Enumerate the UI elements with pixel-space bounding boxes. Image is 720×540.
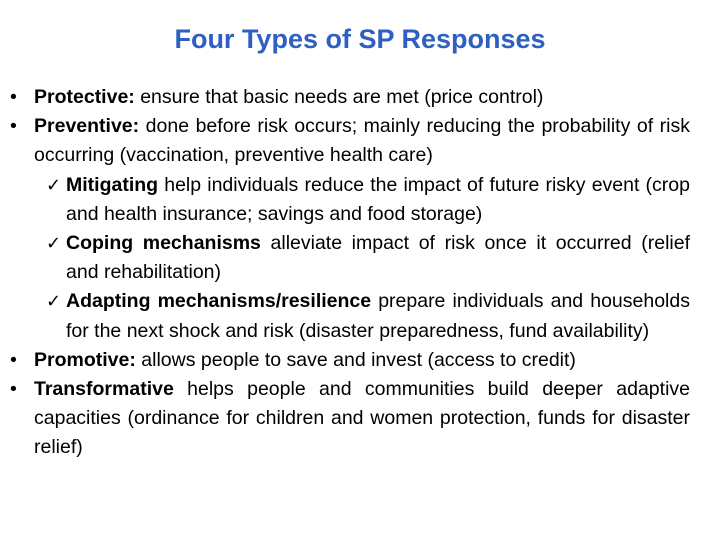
- bullet-text: done before risk occurs; mainly reducing the probability of risk occurring (vaccination, preventive health care): [34, 115, 690, 167]
- bullet-item-transformative: [10, 375, 690, 463]
- sub-item-mitigating: [10, 171, 690, 229]
- bullet-separator: :: [128, 86, 135, 108]
- bullet-separator: :: [132, 115, 140, 138]
- bullet-text: helps people and communities build deeper adaptive capacities (ordinance for children and women protection, funds for disaster relief): [34, 378, 690, 459]
- sub-item-label: Coping mechanisms: [66, 232, 261, 255]
- bullet-item-protective: [10, 83, 690, 112]
- sub-item-text: prepare individuals and households for the next shock and risk (disaster preparedness, fund availability): [66, 290, 690, 342]
- sub-item-label: Adapting mechanisms/resilience: [66, 290, 372, 313]
- sub-item-coping: [10, 229, 690, 287]
- bullet-text: allows people to save and invest (access to credit): [135, 348, 576, 371]
- bullet-separator: :: [129, 348, 136, 371]
- bullet-text: ensure that basic needs are met (price control): [134, 86, 544, 108]
- checkmark-icon: ✓: [46, 233, 62, 254]
- sub-item-adapting: [10, 287, 690, 345]
- slide-title: Four Types of SP Responses: [174, 24, 546, 54]
- bullet-item-promotive: [10, 346, 690, 375]
- checkmark-icon: ✓: [46, 174, 62, 195]
- bullet-item-preventive: [10, 112, 690, 170]
- bullet-label: Preventive: [34, 115, 133, 138]
- sub-item-text: alleviate impact of risk once it occurred (relief and rehabilitation): [66, 232, 690, 284]
- sub-item-text: help individuals reduce the impact of future risky event (crop and health insurance; savings and food storage): [66, 173, 690, 225]
- checkmark-icon: ✓: [46, 291, 62, 312]
- sub-item-label: Mitigating: [66, 173, 159, 196]
- bullet-label: Transformative: [34, 378, 174, 401]
- bullet-label: Protective: [34, 86, 129, 108]
- bullet-list: [10, 83, 690, 463]
- bullet-label: Promotive: [34, 348, 130, 371]
